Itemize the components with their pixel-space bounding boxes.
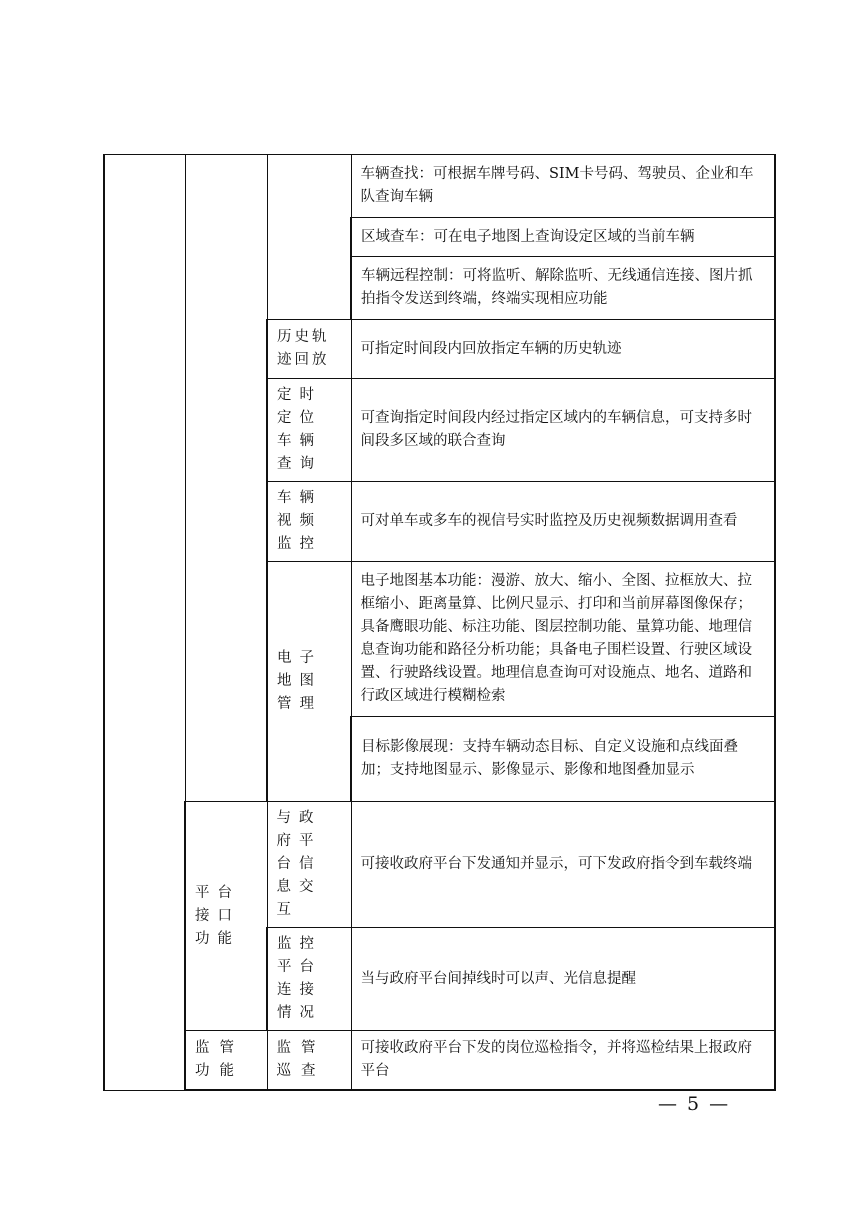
- function-cell: [267, 320, 351, 379]
- function-label: 历史轨迹回放: [277, 329, 330, 368]
- description-cell: 可指定时间段内回放指定车辆的历史轨迹: [351, 320, 775, 379]
- description-cell: 可对单车或多车的视信号实时监控及历史视频数据调用查看: [351, 482, 775, 562]
- description-cell: 车辆远程控制：可将监听、解除监听、无线通信连接、图片抓拍指令发送到终端，终端实现相应功能: [351, 257, 775, 320]
- description-cell: 可接收政府平台下发通知并显示，可下发政府指令到车载终端: [351, 802, 775, 928]
- category-cell: 平台接口功能: [185, 802, 267, 1031]
- description-cell: 车辆查找：可根据车牌号码、SIM卡号码、驾驶员、企业和车队查询车辆: [351, 155, 775, 218]
- page-number: — 5 —: [658, 1093, 731, 1115]
- function-cell: [267, 155, 351, 320]
- module-cell: [104, 155, 185, 1091]
- table-row: [104, 155, 775, 218]
- description-cell: 当与政府平台间掉线时可以声、光信息提醒: [351, 928, 775, 1031]
- description-cell: 目标影像展现：支持车辆动态目标、自定义设施和点线面叠加；支持地图显示、影像显示、影像和地图叠加显示: [351, 717, 775, 802]
- function-cell: 监管巡查: [267, 1031, 351, 1091]
- category-cell: 监管功能: [185, 1031, 267, 1091]
- function-cell: 与政府平台信息交互: [267, 802, 351, 928]
- function-cell: 定时定位车辆查询: [267, 379, 351, 482]
- category-cell: [185, 155, 267, 802]
- function-cell: 车辆视频监控: [267, 482, 351, 562]
- function-cell: 监控平台连接情况: [267, 928, 351, 1031]
- description-cell: 可接收政府平台下发的岗位巡检指令，并将巡检结果上报政府平台: [351, 1031, 775, 1091]
- table-row: [104, 802, 775, 928]
- description-cell: 区域查车：可在电子地图上查询设定区域的当前车辆: [351, 218, 775, 257]
- table-row: [104, 1031, 775, 1091]
- function-cell: 电子地图管理: [267, 562, 351, 802]
- spec-table: [103, 154, 776, 1091]
- description-cell: 电子地图基本功能：漫游、放大、缩小、全图、拉框放大、拉框缩小、距离量算、比例尺显示、打印和当前屏幕图像保存；具备鹰眼功能、标注功能、图层控制功能、量算功能、地理信息查询功能和路径分析功能；具备电子围栏设置、行驶区域设置、行驶路线设置。地理信息查询可对设施点、地名、道路和行政区域进行模糊检索: [351, 562, 775, 717]
- description-cell: 可查询指定时间段内经过指定区域内的车辆信息，可支持多时间段多区域的联合查询: [351, 379, 775, 482]
